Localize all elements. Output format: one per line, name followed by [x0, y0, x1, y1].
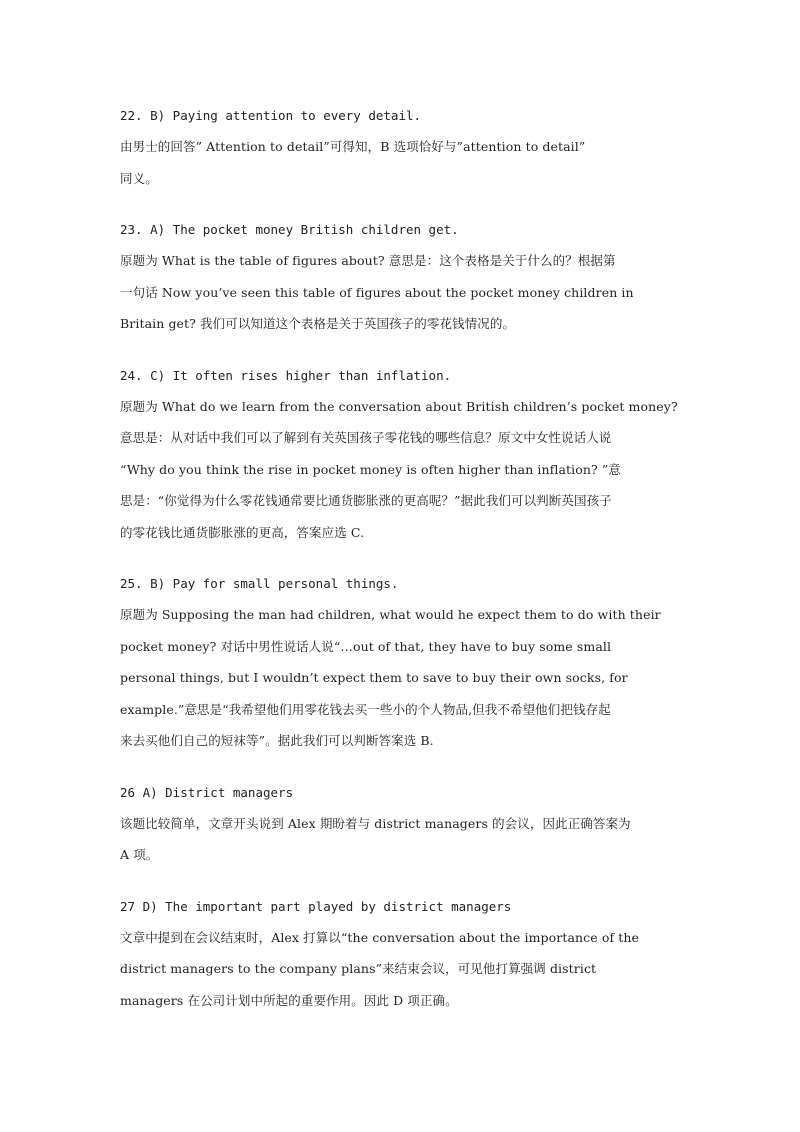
- explanation-line: personal things, but I wouldn’t expect them to save to buy their own socks, for: [120, 670, 628, 685]
- explanation-line: 意思是：从对话中我们可以了解到有关英国孩子零花钱的哪些信息？原文中女性说话人说: [120, 430, 612, 445]
- explanation-line: 同义。: [120, 170, 158, 186]
- explanation-line: Britain get? 我们可以知道这个表格是关于英国孩子的零花钱情况的。: [120, 316, 516, 331]
- answer-heading: 23. A) The pocket money British children get.: [120, 222, 459, 237]
- answer-explanations: [120, 100, 682, 1036]
- explanation-line: 由男士的回答” Attention to detail”可得知，B 选项恰好与”attention to detail”: [120, 139, 586, 154]
- answer-item-22: [120, 100, 682, 194]
- explanation-line: 的零花钱比通货膨胀涨的更高，答案应选 C.: [120, 524, 365, 540]
- answer-item-24: [120, 360, 682, 549]
- explanation-line: 来去买他们自己的短袜等”。据此我们可以判断答案选 B.: [120, 733, 434, 748]
- answer-heading: 24. C) It often rises higher than inflation.: [120, 367, 452, 383]
- explanation-line: 思是：“你觉得为什么零花钱通常要比通货膨胀涨的更高呢？”据此我们可以判断英国孩子: [120, 493, 612, 508]
- explanation-line: 原题为 What is the table of figures about? 意思是：这个表格是关于什么的？根据第: [120, 253, 616, 268]
- explanation-line: “Why do you think the rise in pocket money is often higher than inflation? ”意: [120, 461, 622, 477]
- explanation-line: 该题比较简单，文章开头说到 Alex 期盼着与 district managers 的会议，因此正确答案为: [120, 815, 631, 831]
- explanation-line: 一句话 Now you’ve seen this table of figures about the pocket money children in: [120, 284, 634, 300]
- answer-heading: 27 D) The important part played by district managers: [120, 898, 512, 914]
- answer-heading: 26 A) District managers: [120, 784, 294, 800]
- explanation-line: managers 在公司计划中所起的重要作用。因此 D 项正确。: [120, 992, 458, 1008]
- answer-item-27: [120, 891, 682, 1017]
- explanation-line: district managers to the company plans”来结束会议，可见他打算强调 district: [120, 961, 597, 976]
- explanation-line: 文章中提到在会议结束时，Alex 打算以“the conversation about the importance of the: [120, 929, 640, 945]
- answer-item-26: [120, 777, 682, 871]
- explanation-line: pocket money? 对话中男性说话人说“…out of that, they have to buy some small: [120, 638, 612, 654]
- explanation-line: 原题为 Supposing the man had children, what would he expect them to do with their: [120, 607, 661, 622]
- answer-item-23: [120, 214, 682, 340]
- explanation-line: 原题为 What do we learn from the conversation about British children’s pocket money?: [120, 398, 678, 414]
- answer-item-25: [120, 568, 682, 757]
- answer-heading: 25. B) Pay for small personal things.: [120, 576, 399, 591]
- answer-heading: 22. B) Paying attention to every detail.: [120, 108, 422, 123]
- explanation-line: A 项。: [120, 847, 159, 862]
- explanation-line: example.”意思是“我希望他们用零花钱去买一些小的个人物品,但我不希望他们把钱存起: [120, 701, 611, 717]
